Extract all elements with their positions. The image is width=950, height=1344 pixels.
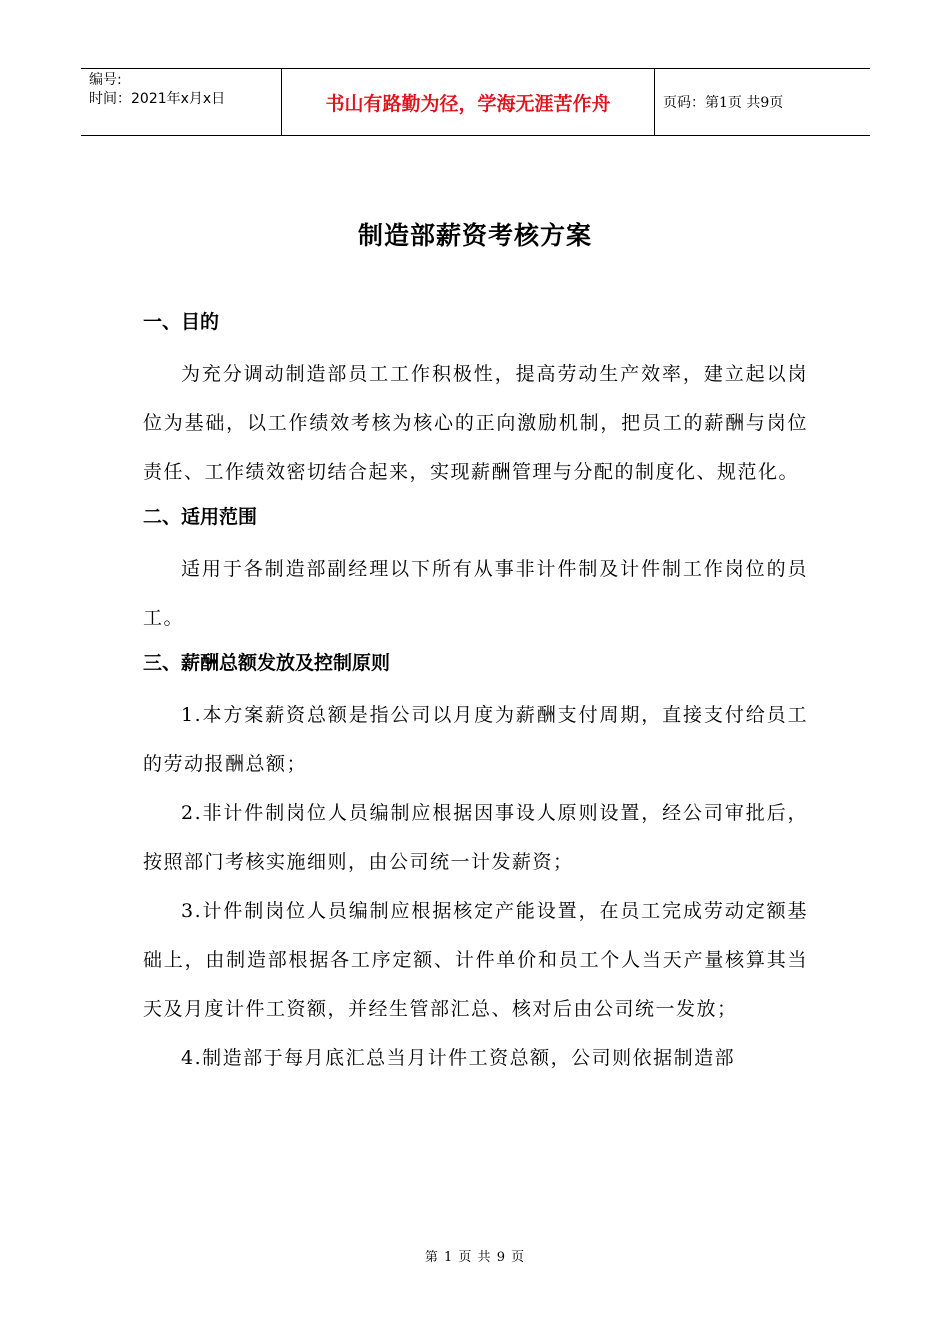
header-motto: 书山有路勤为径，学海无涯苦作舟 — [281, 69, 655, 135]
paragraph: 1.本方案薪资总额是指公司以月度为薪酬支付周期，直接支付给员工的劳动报酬总额； — [143, 704, 808, 775]
header-table — [81, 68, 870, 136]
header-page-info: 页码：第1页 共9页 — [663, 95, 784, 111]
header-meta-cell — [81, 69, 281, 135]
section-heading-purpose: 一、目的 — [143, 311, 220, 333]
paragraph: 适用于各制造部副经理以下所有从事非计件制及计件制工作岗位的员工。 — [143, 558, 808, 629]
paragraph: 2.非计件制岗位人员编制应根据因事设人原则设置，经公司审批后，按照部门考核实施细则，由公司统一计发薪资； — [143, 802, 808, 873]
paragraph: 4.制造部于每月底汇总当月计件工资总额，公司则依据制造部 — [181, 1047, 736, 1069]
document-title: 制造部薪资考核方案 — [357, 221, 592, 250]
document-number-label: 编号: — [89, 72, 122, 88]
section-heading-scope: 二、适用范围 — [143, 506, 258, 528]
document-time-label: 时间：2021年x月x日 — [89, 91, 226, 107]
paragraph: 为充分调动制造部员工工作积极性，提高劳动生产效率，建立起以岗位为基础，以工作绩效考核为核心的正向激励机制，把员工的薪酬与岗位责任、工作绩效密切结合起来，实现薪酬管理与分配的制度化、规范化。 — [143, 363, 808, 483]
paragraph: 3.计件制岗位人员编制应根据核定产能设置，在员工完成劳动定额基础上，由制造部根据各工序定额、计件单价和员工个人当天产量核算其当天及月度计件工资额，并经生管部汇总、核对后由公司统一发放； — [143, 900, 808, 1020]
section-heading-principles: 三、薪酬总额发放及控制原则 — [143, 652, 391, 674]
page-footer: 第 1 页 共 9 页 — [424, 1250, 526, 1265]
document-body — [143, 305, 808, 1083]
